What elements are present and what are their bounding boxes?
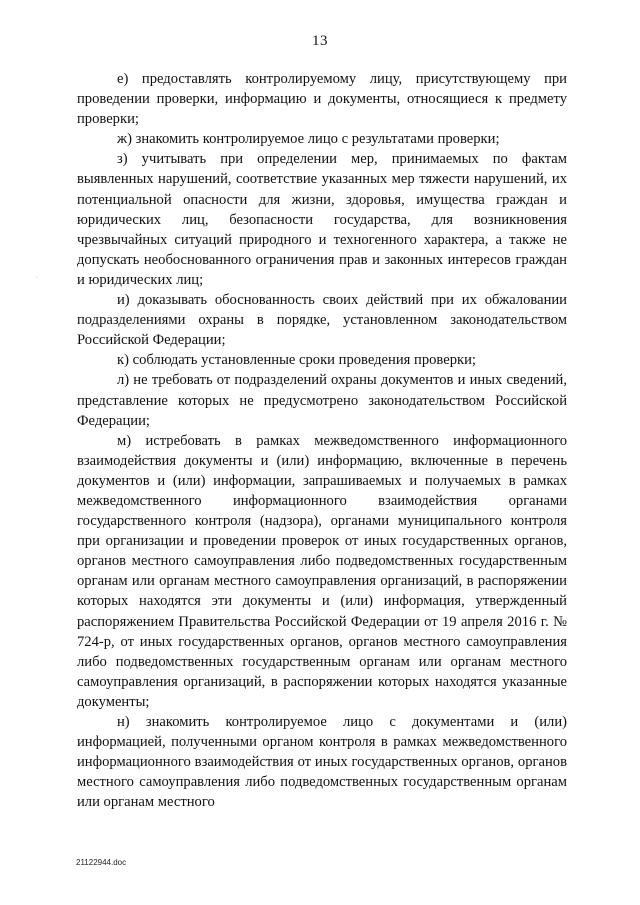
paragraph-k: к) соблюдать установленные сроки проведения проверки;: [117, 352, 476, 369]
margin-mark: ·: [36, 275, 38, 281]
document-body: [77, 69, 567, 812]
paragraph-n: н) знакомить контролируемое лицо с документами и (или) информацией, полученными органом контроля в рамках межведомственного информационного взаимодействия от иных государственных органов, органов местного самоуправления либо подведомственных государственным органам или органам местного: [77, 714, 567, 811]
paragraph-i: и) доказывать обоснованность своих действий при их обжаловании подразделениями охраны в порядке, установленном законодательством Российской Федерации;: [77, 292, 567, 349]
footer-document-code: 21122944.doc: [76, 858, 127, 867]
page-number: 13: [312, 33, 328, 49]
paragraph-e: е) предоставлять контролируемому лицу, присутствующему при проведении проверки, информацию и документы, относящиеся к предмету проверки;: [77, 71, 567, 128]
paragraph-l: л) не требовать от подразделений охраны документов и иных сведений, представление которых не предусмотрено законодательством Российской Федерации;: [77, 372, 567, 429]
paragraph-z: з) учитывать при определении мер, принимаемых по фактам выявленных нарушений, соответствие указанных мер тяжести нарушений, их потенциальной опасности для жизни, здоровья, имущества граждан и юридических лиц, безопасности государства, для возникновения чрезвычайных ситуаций природного и техногенного характера, а также не допускать необоснованного ограничения прав и законных интересов граждан и юридических лиц;: [77, 151, 567, 288]
paragraph-m: м) истребовать в рамках межведомственного информационного взаимодействия документы и (или) информацию, включенные в перечень документов и (или) информации, запрашиваемых и получаемых в рамках межведомственного информационного взаимодействия органами государственного контроля (надзора), органами муниципального контроля при организации и проведении проверок от иных государственных органов, органов местного самоуправления либо подведомственных государственным органам или органам местного самоуправления организаций, в распоряжении которых находятся эти документы и (или) информация, утвержденный распоряжением Правительства Российской Федерации от 19 апреля 2016 г. № 724-р, от иных государственных органов, органов местного самоуправления либо подведомственных государственным органам или органам местного самоуправления организаций, в распоряжении которых находятся указанные документы;: [77, 432, 567, 710]
paragraph-zh: ж) знакомить контролируемое лицо с результатами проверки;: [117, 131, 500, 148]
